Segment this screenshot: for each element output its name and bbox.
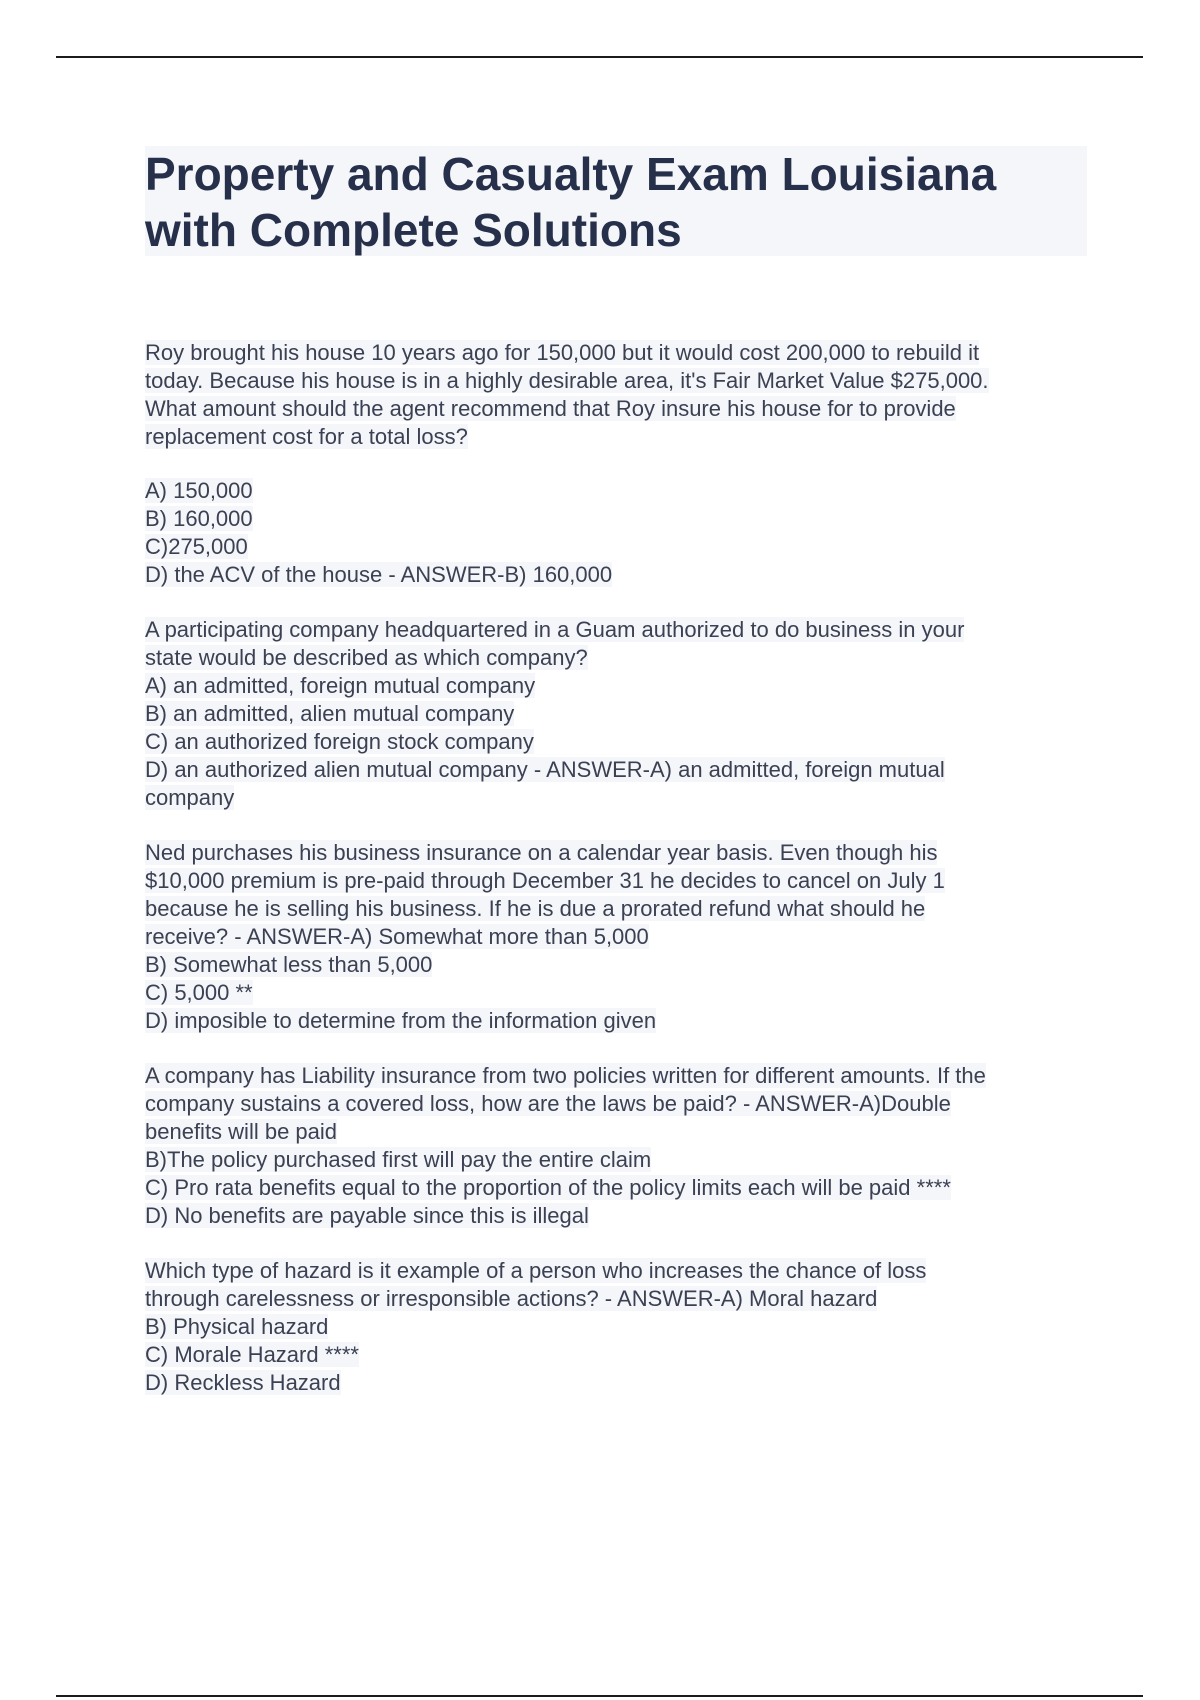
text-span: replacement cost for a total loss? [145, 424, 468, 449]
text-span: benefits will be paid [145, 1119, 338, 1144]
option-line [145, 1007, 1095, 1035]
question-text-line [145, 423, 1095, 451]
text-span: state would be described as which company? [145, 645, 588, 670]
title-line-2: with Complete Solutions [145, 204, 682, 256]
text-span: C) an authorized foreign stock company [145, 729, 534, 754]
option-line [145, 756, 1095, 784]
option-line [145, 784, 1095, 812]
text-span: C) Pro rata benefits equal to the proportion of the policy limits each will be paid **** [145, 1175, 951, 1200]
option-line [145, 1341, 1095, 1369]
title-line-1: Property and Casualty Exam Louisiana [145, 148, 997, 200]
option-line [145, 951, 1095, 979]
text-span: company sustains a covered loss, how are the laws be paid? - ANSWER-A)Double [145, 1091, 951, 1116]
question-text-line [145, 1090, 1095, 1118]
option-line [145, 533, 1095, 561]
document-title [145, 146, 1087, 256]
question-stem [145, 339, 1095, 451]
option-line [145, 728, 1095, 756]
question-text-line [145, 923, 1095, 951]
question-text-line [145, 1285, 1095, 1313]
question-1 [145, 339, 1095, 589]
option-line [145, 672, 1095, 700]
text-span: C) 5,000 ** [145, 980, 253, 1005]
text-span: receive? - ANSWER-A) Somewhat more than 5,000 [145, 924, 649, 949]
question-text-line [145, 616, 1095, 644]
question-text-line [145, 1257, 1095, 1285]
question-text-line [145, 867, 1095, 895]
question-text-line [145, 644, 1095, 672]
questions-list [145, 339, 1095, 1424]
question-3 [145, 839, 1095, 1035]
text-span: A) an admitted, foreign mutual company [145, 673, 536, 698]
text-span: Which type of hazard is it example of a person who increases the chance of loss [145, 1258, 927, 1283]
text-span: $10,000 premium is pre-paid through December 31 he decides to cancel on July 1 [145, 868, 945, 893]
question-4 [145, 1062, 1095, 1230]
text-span: C)275,000 [145, 534, 248, 559]
text-span: B) an admitted, alien mutual company [145, 701, 515, 726]
text-span: B) Physical hazard [145, 1314, 329, 1339]
question-text-line [145, 839, 1095, 867]
text-span: company [145, 785, 235, 810]
question-5 [145, 1257, 1095, 1397]
option-line [145, 505, 1095, 533]
text-span: B)The policy purchased first will pay the entire claim [145, 1147, 652, 1172]
option-line [145, 1202, 1095, 1230]
text-span: D) an authorized alien mutual company - ANSWER-A) an admitted, foreign mutual [145, 757, 945, 782]
option-line [145, 561, 1095, 589]
option-line [145, 1146, 1095, 1174]
text-span: Roy brought his house 10 years ago for 150,000 but it would cost 200,000 to rebuild it [145, 340, 980, 365]
option-line [145, 477, 1095, 505]
option-line [145, 1174, 1095, 1202]
text-span: D) the ACV of the house - ANSWER-B) 160,000 [145, 562, 613, 587]
answer-options [145, 477, 1095, 589]
text-span: A) 150,000 [145, 478, 253, 503]
text-span: What amount should the agent recommend that Roy insure his house for to provide [145, 396, 956, 421]
text-span: D) imposible to determine from the information given [145, 1008, 657, 1033]
option-line [145, 1369, 1095, 1397]
text-span: today. Because his house is in a highly desirable area, it's Fair Market Value $275,000. [145, 368, 989, 393]
question-2 [145, 616, 1095, 812]
text-span: Ned purchases his business insurance on a calendar year basis. Even though his [145, 840, 938, 865]
text-span: because he is selling his business. If he is due a prorated refund what should he [145, 896, 926, 921]
text-span: C) Morale Hazard **** [145, 1342, 359, 1367]
question-text-line [145, 1062, 1095, 1090]
option-line [145, 979, 1095, 1007]
option-line [145, 1313, 1095, 1341]
text-span: B) 160,000 [145, 506, 253, 531]
top-rule [56, 56, 1143, 58]
option-line [145, 700, 1095, 728]
text-span: A company has Liability insurance from two policies written for different amounts. If the [145, 1063, 986, 1088]
question-text-line [145, 367, 1095, 395]
text-span: through carelessness or irresponsible actions? - ANSWER-A) Moral hazard [145, 1286, 878, 1311]
bottom-rule [56, 1695, 1143, 1697]
question-text-line [145, 339, 1095, 367]
question-text-line [145, 895, 1095, 923]
text-span: B) Somewhat less than 5,000 [145, 952, 433, 977]
question-text-line [145, 1118, 1095, 1146]
text-span: A participating company headquartered in a Guam authorized to do business in your [145, 617, 965, 642]
text-span: D) Reckless Hazard [145, 1370, 341, 1395]
question-text-line [145, 395, 1095, 423]
text-span: D) No benefits are payable since this is illegal [145, 1203, 589, 1228]
